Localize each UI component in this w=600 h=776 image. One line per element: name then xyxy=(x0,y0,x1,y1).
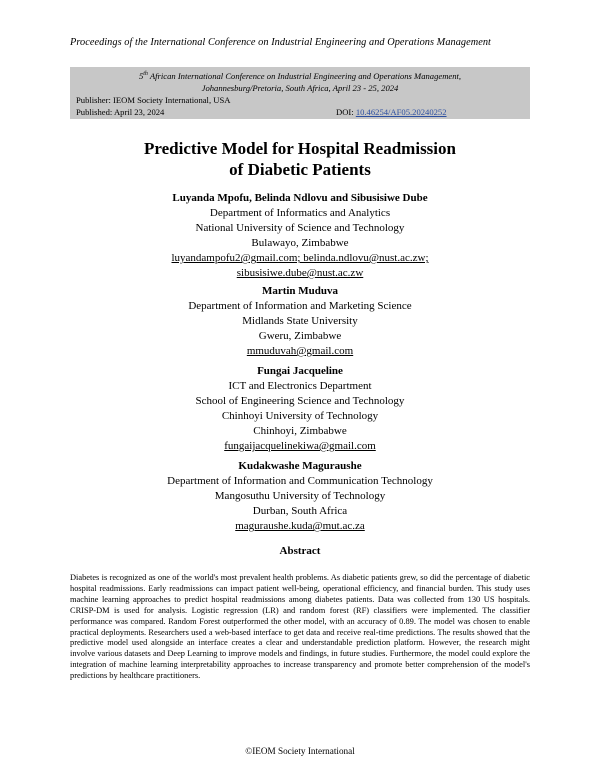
author-block-4 xyxy=(0,459,600,534)
affiliation-line: Chinhoyi, Zimbabwe xyxy=(253,425,347,437)
affiliation-line: School of Engineering Science and Technology xyxy=(195,395,405,407)
published-date: Published: April 23, 2024 xyxy=(76,107,165,117)
affiliation-line: Durban, South Africa xyxy=(252,505,348,517)
abstract-heading: Abstract xyxy=(279,545,321,557)
author-block-3 xyxy=(0,364,600,454)
publisher: Publisher: IEOM Society International, USA xyxy=(76,95,231,105)
author-email[interactable]: fungaijacquelinekiwa@gmail.com xyxy=(224,440,376,452)
affiliation-line: National University of Science and Technology xyxy=(195,222,405,234)
doi: DOI: 10.46254/AF05.20240252 xyxy=(336,107,447,117)
paper-title-line-2: of Diabetic Patients xyxy=(229,160,371,179)
doi-link[interactable]: 10.46254/AF05.20240252 xyxy=(355,107,447,117)
affiliation-line: Midlands State University xyxy=(242,315,358,327)
footer-copyright: ©IEOM Society International xyxy=(245,746,355,756)
affiliation-line: Department of Informatics and Analytics xyxy=(209,207,391,219)
author-names: Martin Muduva xyxy=(261,285,339,297)
author-names: Kudakwashe Maguraushe xyxy=(238,460,362,472)
author-names: Luyanda Mpofu, Belinda Ndlovu and Sibusisiwe Dube xyxy=(172,192,428,204)
paper-title-line-1: Predictive Model for Hospital Readmission xyxy=(144,139,456,158)
affiliation-line: Gweru, Zimbabwe xyxy=(258,330,342,342)
affiliation-line: Mangosuthu University of Technology xyxy=(214,490,386,502)
abstract-text: Diabetes is recognized as one of the world's most prevalent health problems. As diabetic patients grew, so did the percentage of diabetic hospital readmissions. Early readmissions can impact patient well-being, operational efficiency, and financial burden. This study uses machine learning approaches to predict hospital readmissions among diabetes patients. Data was collected from 130 US hospitals. CRISP-DM is used for analysis. Logistic regression (LR) and random forest (RF) classifiers were implemented. The classifier performance was compared. Random Forest outperformed the other model, with an accuracy of 0.89. The model was chosen to enable practical deployments. Researchers used a web-based interface to get data and receive real-time predictions. The results showed that the predictive model used alongside an interface creates a clear and understandable prediction platform. However, the research might involve various datasets and Deep Learning to improve models and findings, in future studies. Furthermore, the model could explore the integration of machine learning interpretability approaches to increase transparency and promote better comprehension of the model's predictions by healthcare practitioners. xyxy=(70,573,530,681)
author-email[interactable]: maguraushe.kuda@mut.ac.za xyxy=(235,520,365,532)
author-email[interactable]: luyandampofu2@gmail.com; belinda.ndlovu@nust.ac.zw; xyxy=(171,252,429,264)
running-head: Proceedings of the International Conference on Industrial Engineering and Operations Management xyxy=(70,37,491,48)
conference-line-1: 5th African International Conference on Industrial Engineering and Operations Management, xyxy=(138,71,462,81)
author-names: Fungai Jacqueline xyxy=(257,365,343,377)
author-block-2 xyxy=(0,284,600,359)
affiliation-line: ICT and Electronics Department xyxy=(228,380,372,392)
conference-line-2: Johannesburg/Pretoria, South Africa, April 23 - 25, 2024 xyxy=(201,83,399,93)
conference-info-box xyxy=(70,67,530,119)
author-email[interactable]: sibusisiwe.dube@nust.ac.zw xyxy=(236,267,364,279)
author-email[interactable]: mmuduvah@gmail.com xyxy=(246,345,354,357)
affiliation-line: Department of Information and Marketing Science xyxy=(188,300,412,312)
affiliation-line: Department of Information and Communication Technology xyxy=(167,475,433,487)
affiliation-line: Chinhoyi University of Technology xyxy=(221,410,379,422)
author-block-1 xyxy=(0,191,600,281)
affiliation-line: Bulawayo, Zimbabwe xyxy=(251,237,349,249)
